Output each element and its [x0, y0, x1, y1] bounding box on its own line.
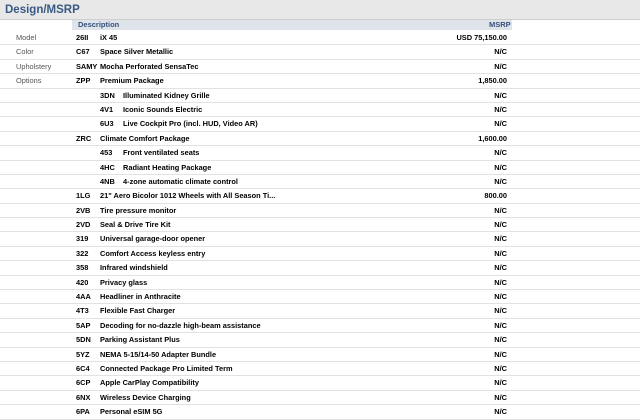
option-code: 5DN [76, 335, 91, 345]
option-description: Iconic Sounds Electric [123, 104, 203, 114]
table-row [0, 132, 640, 146]
row-label: Options [16, 76, 42, 86]
option-code: 4NB [100, 176, 115, 186]
table-row [0, 348, 640, 362]
option-price: N/C [494, 320, 507, 330]
option-description: Personal eSIM 5G [100, 407, 163, 417]
option-description: Space Silver Metallic [100, 47, 174, 57]
option-price: N/C [494, 363, 507, 373]
option-description: Illuminated Kidney Grille [123, 90, 210, 100]
option-description: Seal & Drive Tire Kit [100, 220, 171, 230]
option-code: 453 [100, 148, 113, 158]
option-description: Tire pressure monitor [100, 205, 177, 215]
option-price: 1,600.00 [478, 133, 507, 143]
option-code: 2VD [76, 220, 91, 230]
option-description: Climate Comfort Package [100, 133, 190, 143]
table-row [0, 103, 640, 117]
option-price: N/C [494, 292, 507, 302]
option-description: Mocha Perforated SensaTec [100, 61, 199, 71]
option-description: Premium Package [100, 76, 164, 86]
option-price: N/C [494, 148, 507, 158]
option-code: 5AP [76, 320, 91, 330]
option-code: 4AA [76, 292, 91, 302]
option-code: 319 [76, 234, 89, 244]
option-price: N/C [494, 378, 507, 388]
option-description: Infrared windshield [100, 263, 168, 273]
option-description: 4-zone automatic climate control [123, 176, 238, 186]
row-label: Model [16, 33, 37, 42]
option-price: N/C [494, 220, 507, 230]
option-price: N/C [494, 263, 507, 273]
option-price: N/C [494, 335, 507, 345]
option-code: 322 [76, 248, 89, 258]
table-row [0, 218, 640, 232]
option-price: N/C [494, 277, 507, 287]
option-price: N/C [494, 306, 507, 316]
option-code: 6C4 [76, 363, 90, 373]
table-row [0, 189, 640, 203]
table-row [0, 362, 640, 376]
option-price: N/C [494, 392, 507, 402]
option-price: USD 75,150.00 [456, 33, 507, 42]
table-row [0, 45, 640, 59]
option-description: NEMA 5-15/14-50 Adapter Bundle [100, 349, 217, 359]
msrp-column-header: MSRP [489, 20, 511, 29]
table-row [0, 74, 640, 88]
option-code: 358 [76, 263, 89, 273]
option-code: C67 [76, 47, 90, 57]
column-header-band [72, 20, 512, 30]
option-description: Radiant Heating Package [123, 162, 212, 172]
table-row [0, 175, 640, 189]
table-row [0, 117, 640, 131]
option-code: 4HC [100, 162, 115, 172]
table-row [0, 247, 640, 261]
option-description: Wireless Device Charging [100, 392, 191, 402]
option-description: Front ventilated seats [123, 148, 200, 158]
table-row [0, 304, 640, 318]
option-price: N/C [494, 47, 507, 57]
option-description: Headliner in Anthracite [100, 292, 181, 302]
table-row [0, 161, 640, 175]
option-code: ZPP [76, 76, 91, 86]
option-code: 6CP [76, 378, 91, 388]
option-code: 2VB [76, 205, 91, 215]
msrp-table [0, 31, 640, 420]
table-row [0, 290, 640, 304]
option-price: N/C [494, 349, 507, 359]
title-bar [0, 0, 640, 20]
option-description: Decoding for no-dazzle high-beam assistance [100, 320, 261, 330]
table-row [0, 261, 640, 275]
column-header [0, 20, 640, 30]
table-row [0, 333, 640, 347]
option-code: 4T3 [76, 306, 89, 316]
table-row [0, 391, 640, 405]
table-row [0, 89, 640, 103]
option-code: 420 [76, 277, 89, 287]
table-row [0, 376, 640, 390]
table-row [0, 60, 640, 74]
option-description: Apple CarPlay Compatibility [100, 378, 199, 388]
page-title: Design/MSRP [5, 3, 80, 16]
option-code: 6NX [76, 392, 91, 402]
table-row [0, 232, 640, 246]
option-price: N/C [494, 104, 507, 114]
option-price: N/C [494, 162, 507, 172]
option-description: 21" Aero Bicolor 1012 Wheels with All Season Ti... [100, 191, 276, 201]
option-price: 1,850.00 [478, 76, 507, 86]
table-row [0, 276, 640, 290]
option-description: Live Cockpit Pro (incl. HUD, Video AR) [123, 119, 258, 129]
option-code: ZRC [76, 133, 92, 143]
option-description: Connected Package Pro Limited Term [100, 363, 233, 373]
table-row [0, 405, 640, 419]
option-description: iX 45 [100, 33, 118, 42]
option-price: N/C [494, 90, 507, 100]
option-price: N/C [494, 119, 507, 129]
option-code: 6PA [76, 407, 90, 417]
option-price: N/C [494, 234, 507, 244]
option-code: 26II [76, 33, 89, 42]
option-price: N/C [494, 176, 507, 186]
option-price: 800.00 [484, 191, 507, 201]
table-row [0, 31, 640, 45]
row-label: Color [16, 47, 34, 57]
table-row [0, 146, 640, 160]
row-label: Upholstery [16, 61, 52, 71]
option-code: 5YZ [76, 349, 90, 359]
option-description: Flexible Fast Charger [100, 306, 176, 316]
option-code: 4V1 [100, 104, 114, 114]
option-price: N/C [494, 407, 507, 417]
option-price: N/C [494, 61, 507, 71]
table-row [0, 319, 640, 333]
option-price: N/C [494, 205, 507, 215]
description-column-header: Description [78, 20, 120, 29]
option-code: 1LG [76, 191, 91, 201]
option-code: 3DN [100, 90, 115, 100]
option-code: 6U3 [100, 119, 114, 129]
option-price: N/C [494, 248, 507, 258]
option-description: Universal garage-door opener [100, 234, 206, 244]
option-description: Privacy glass [100, 277, 148, 287]
option-description: Parking Assistant Plus [100, 335, 180, 345]
table-row [0, 204, 640, 218]
option-code: SAMY [76, 61, 98, 71]
option-description: Comfort Access keyless entry [100, 248, 206, 258]
